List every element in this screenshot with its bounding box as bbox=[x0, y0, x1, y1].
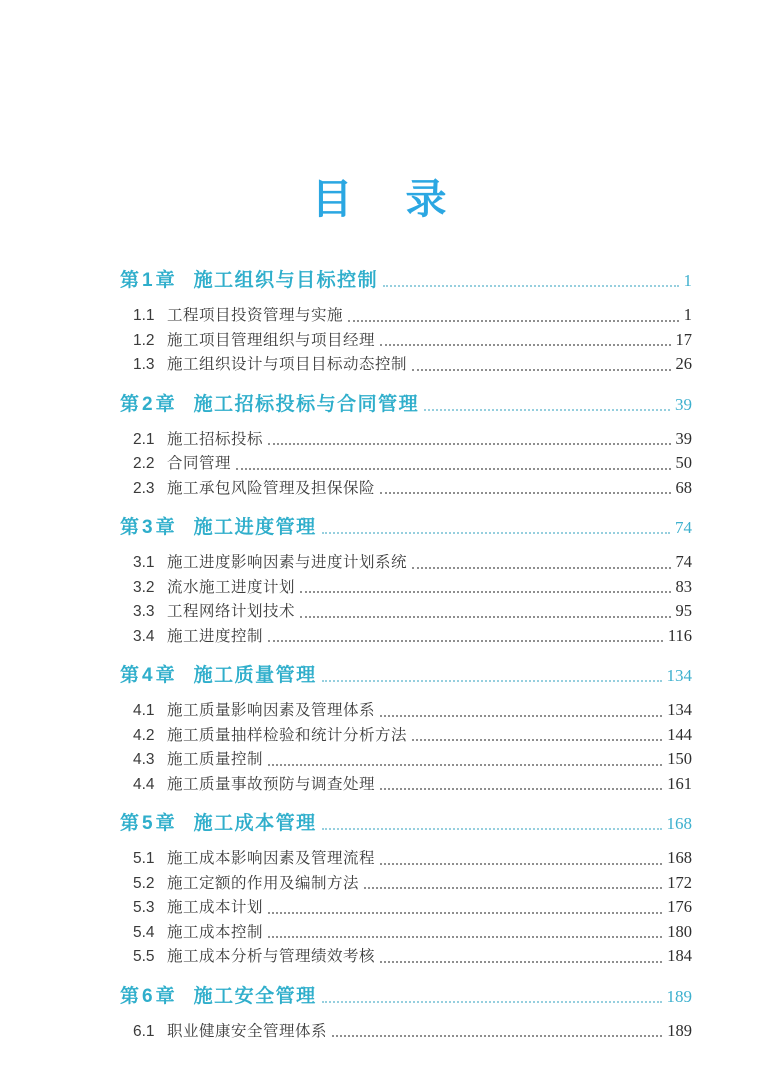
section-title: 合同管理 bbox=[167, 455, 232, 472]
section-title: 施工成本控制 bbox=[167, 923, 264, 941]
section-dot-leader bbox=[348, 320, 679, 322]
section-title: 施工承包风险管理及担保保险 bbox=[167, 479, 376, 497]
section-title: 工程项目投资管理与实施 bbox=[167, 307, 344, 324]
section-dot-leader bbox=[300, 616, 670, 618]
section-number: 2.2 bbox=[133, 455, 155, 472]
chapter-heading-row bbox=[120, 392, 692, 418]
chapter-heading-row bbox=[120, 984, 692, 1010]
section-dot-leader bbox=[268, 936, 662, 938]
section-dot-leader bbox=[268, 764, 662, 766]
section-number: 2.1 bbox=[133, 430, 155, 448]
toc-list bbox=[120, 268, 692, 1043]
toc-section-row bbox=[120, 352, 692, 377]
chapter-number: 第3章 bbox=[120, 517, 178, 538]
section-number: 3.1 bbox=[133, 554, 155, 571]
section-title: 施工成本计划 bbox=[167, 899, 264, 916]
toc-section-row bbox=[120, 871, 692, 896]
section-number: 3.4 bbox=[133, 627, 155, 645]
section-page-number: 176 bbox=[667, 897, 692, 916]
toc-section-row bbox=[120, 427, 692, 452]
toc-section-row bbox=[120, 1019, 692, 1044]
chapter-dot-leader bbox=[322, 532, 670, 534]
chapter-page-number: 74 bbox=[675, 518, 692, 537]
section-dot-leader bbox=[412, 567, 670, 569]
toc-section-row bbox=[120, 550, 692, 575]
section-title: 施工项目管理组织与项目经理 bbox=[167, 331, 376, 349]
section-number: 5.4 bbox=[133, 923, 155, 941]
chapter-number: 第1章 bbox=[120, 270, 178, 291]
section-number: 5.3 bbox=[133, 899, 155, 916]
chapter-title: 施工招标投标与合同管理 bbox=[193, 393, 420, 415]
section-page-number: 74 bbox=[675, 552, 692, 571]
chapter-dot-leader bbox=[322, 1001, 662, 1003]
section-page-number: 116 bbox=[667, 625, 692, 645]
section-number: 1.3 bbox=[133, 356, 155, 373]
toc-section-row bbox=[120, 328, 692, 353]
section-dot-leader bbox=[268, 640, 663, 642]
section-number: 2.3 bbox=[133, 479, 155, 497]
section-dot-leader bbox=[380, 715, 662, 717]
section-page-number: 26 bbox=[675, 354, 692, 373]
toc-section-row bbox=[120, 624, 692, 649]
chapter-heading-row bbox=[120, 811, 692, 837]
section-title: 施工成本影响因素及管理流程 bbox=[167, 850, 376, 867]
toc-section-row bbox=[120, 303, 692, 328]
toc-chapter bbox=[120, 811, 692, 969]
chapter-heading-row bbox=[120, 515, 692, 541]
section-title: 施工定额的作用及编制方法 bbox=[167, 874, 360, 892]
section-page-number: 39 bbox=[675, 428, 692, 448]
section-page-number: 68 bbox=[675, 477, 692, 497]
section-title: 施工进度控制 bbox=[167, 627, 264, 645]
section-page-number: 1 bbox=[683, 305, 692, 324]
section-dot-leader bbox=[380, 961, 662, 963]
section-dot-leader bbox=[412, 369, 670, 371]
section-page-number: 17 bbox=[675, 329, 692, 349]
section-title: 施工质量影响因素及管理体系 bbox=[167, 702, 376, 719]
toc-chapter bbox=[120, 268, 692, 377]
section-dot-leader bbox=[380, 788, 662, 790]
chapter-page-number: 39 bbox=[675, 394, 692, 414]
section-dot-leader bbox=[300, 591, 670, 593]
section-title: 施工组织设计与项目目标动态控制 bbox=[167, 356, 408, 373]
section-page-number: 150 bbox=[667, 749, 692, 768]
toc-section-row bbox=[120, 895, 692, 920]
section-page-number: 83 bbox=[675, 576, 692, 596]
section-title: 施工质量抽样检验和统计分析方法 bbox=[167, 726, 408, 744]
section-title: 工程网络计划技术 bbox=[167, 603, 296, 620]
section-number: 1.1 bbox=[133, 307, 155, 324]
toc-section-row bbox=[120, 451, 692, 476]
section-number: 4.1 bbox=[133, 702, 155, 719]
section-dot-leader bbox=[380, 863, 662, 865]
toc-chapter bbox=[120, 663, 692, 796]
section-number: 5.2 bbox=[133, 874, 155, 892]
toc-section-row bbox=[120, 476, 692, 501]
section-title: 施工成本分析与管理绩效考核 bbox=[167, 948, 376, 965]
toc-section-row bbox=[120, 747, 692, 772]
section-number: 1.2 bbox=[133, 331, 155, 349]
chapter-number: 第5章 bbox=[120, 813, 178, 834]
toc-chapter bbox=[120, 984, 692, 1044]
section-dot-leader bbox=[380, 344, 670, 346]
section-dot-leader bbox=[380, 492, 670, 494]
section-page-number: 172 bbox=[667, 872, 692, 892]
chapter-number: 第2章 bbox=[120, 393, 178, 415]
chapter-title: 施工质量管理 bbox=[193, 665, 317, 686]
toc-section-row bbox=[120, 944, 692, 969]
section-number: 6.1 bbox=[133, 1022, 155, 1040]
section-dot-leader bbox=[332, 1035, 662, 1037]
chapter-heading-row bbox=[120, 268, 692, 294]
toc-section-row bbox=[120, 846, 692, 871]
section-title: 施工质量事故预防与调查处理 bbox=[167, 775, 376, 793]
section-number: 3.2 bbox=[133, 578, 155, 596]
chapter-page-number: 168 bbox=[666, 814, 692, 833]
toc-section-row bbox=[120, 575, 692, 600]
chapter-title: 施工成本管理 bbox=[193, 813, 317, 834]
section-number: 5.5 bbox=[133, 948, 155, 965]
section-page-number: 161 bbox=[667, 773, 692, 793]
toc-chapter bbox=[120, 515, 692, 648]
section-page-number: 180 bbox=[667, 921, 692, 941]
section-number: 4.4 bbox=[133, 775, 155, 793]
toc-section-row bbox=[120, 599, 692, 624]
toc-section-row bbox=[120, 920, 692, 945]
section-number: 4.3 bbox=[133, 751, 155, 768]
section-title: 施工招标投标 bbox=[167, 430, 264, 448]
chapter-number: 第6章 bbox=[120, 985, 178, 1007]
section-page-number: 189 bbox=[667, 1020, 692, 1040]
section-page-number: 144 bbox=[667, 724, 692, 744]
chapter-title: 施工组织与目标控制 bbox=[193, 270, 379, 291]
section-number: 4.2 bbox=[133, 726, 155, 744]
section-page-number: 168 bbox=[667, 848, 692, 867]
section-title: 施工进度影响因素与进度计划系统 bbox=[167, 554, 408, 571]
chapter-page-number: 1 bbox=[683, 271, 692, 290]
chapter-title: 施工安全管理 bbox=[193, 985, 317, 1007]
section-dot-leader bbox=[412, 739, 662, 741]
chapter-number: 第4章 bbox=[120, 665, 178, 686]
section-page-number: 134 bbox=[667, 700, 692, 719]
chapter-dot-leader bbox=[424, 409, 670, 411]
section-page-number: 95 bbox=[675, 601, 692, 620]
toc-section-row bbox=[120, 698, 692, 723]
toc-section-row bbox=[120, 772, 692, 797]
section-page-number: 184 bbox=[667, 946, 692, 965]
section-dot-leader bbox=[364, 887, 662, 889]
chapter-title: 施工进度管理 bbox=[193, 517, 317, 538]
section-dot-leader bbox=[268, 443, 670, 445]
chapter-page-number: 134 bbox=[666, 666, 692, 685]
page-title: 目 录 bbox=[311, 176, 453, 222]
chapter-dot-leader bbox=[322, 680, 662, 682]
section-dot-leader bbox=[268, 912, 662, 914]
toc-section-row bbox=[120, 723, 692, 748]
section-title: 流水施工进度计划 bbox=[167, 578, 296, 596]
section-number: 5.1 bbox=[133, 850, 155, 867]
section-dot-leader bbox=[236, 468, 670, 470]
section-title: 施工质量控制 bbox=[167, 751, 264, 768]
chapter-dot-leader bbox=[383, 285, 678, 287]
section-title: 职业健康安全管理体系 bbox=[167, 1022, 328, 1040]
toc-chapter bbox=[120, 392, 692, 501]
chapter-dot-leader bbox=[322, 828, 662, 830]
chapter-page-number: 189 bbox=[666, 986, 692, 1006]
section-number: 3.3 bbox=[133, 603, 155, 620]
chapter-heading-row bbox=[120, 663, 692, 689]
section-page-number: 50 bbox=[675, 453, 692, 472]
